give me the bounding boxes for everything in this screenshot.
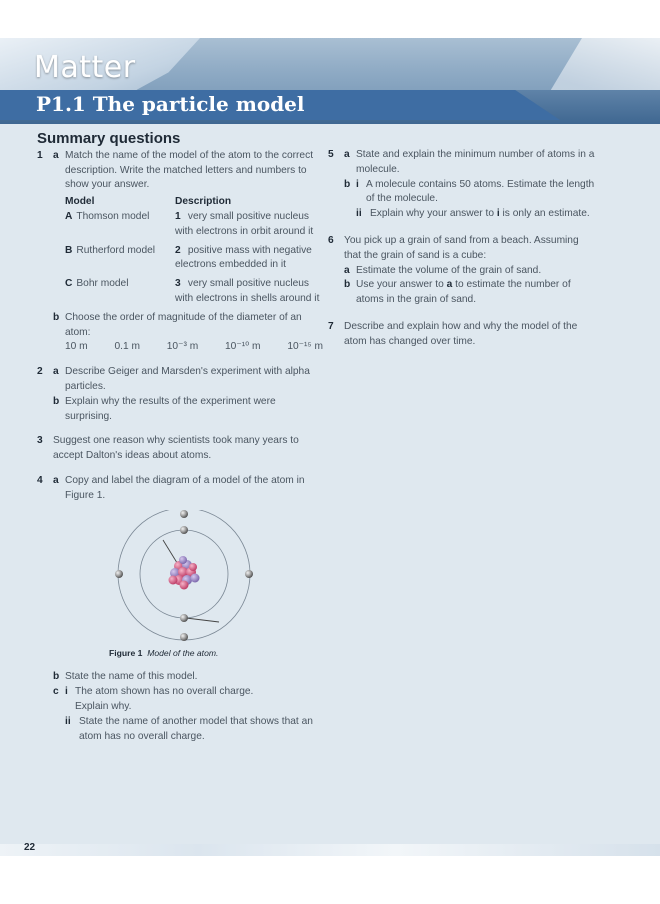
question-number: 7 (328, 320, 334, 332)
choice: 0.1 m (114, 341, 140, 353)
magnitude-choices (65, 340, 323, 355)
question-number: 3 (37, 435, 43, 447)
figure-label: Figure 1 (109, 647, 143, 658)
model-name: Rutherford model (76, 244, 156, 256)
question-text: Use your answer to a to estimate the number of atoms in the grain of sand. (356, 279, 571, 306)
choice: 10⁻¹⁵ m (287, 341, 323, 353)
question-text: Suggest one reason why scientists took many years to accept Dalton's ideas about atoms. (53, 435, 299, 462)
electron (180, 510, 188, 518)
electron (180, 614, 188, 622)
question-number: 6 (328, 234, 334, 246)
electron (245, 570, 253, 578)
part-letter: b (344, 279, 351, 291)
question-number: 5 (328, 149, 334, 160)
question-7 (328, 320, 598, 350)
table-row (65, 244, 323, 274)
part-roman: ii (356, 208, 362, 220)
model-match-table (65, 195, 323, 307)
description-text: very small positive nucleus with electrons in orbit around it (175, 210, 314, 237)
question-text: Choose the order of magnitude of the diameter of an atom: (65, 311, 302, 338)
part-letter: b (53, 671, 60, 683)
question-3 (37, 434, 317, 464)
nucleus (169, 556, 200, 590)
description-number: 3 (175, 278, 181, 290)
question-text: Estimate the volume of the grain of sand. (356, 264, 542, 276)
chapter-title: Matter (34, 50, 136, 85)
part-letter: b (53, 311, 60, 323)
column-header-model: Model (65, 196, 95, 208)
figure-caption-text: Model of the atom. (147, 647, 219, 658)
question-number: 2 (37, 366, 43, 378)
question-text: Match the name of the model of the atom to the correct description. Write the matched letters and numbers to show your answer. (65, 149, 314, 191)
part-roman: i (356, 178, 359, 190)
part-roman: ii (65, 715, 71, 727)
question-text: The atom shown has no overall charge. (75, 686, 254, 698)
question-text: State the name of another model that shows that an atom has no overall charge. (79, 715, 313, 742)
part-letter: a (53, 366, 59, 378)
part-letter: a (344, 149, 350, 160)
header-banner (0, 38, 660, 124)
part-letter: b (53, 395, 60, 407)
electron (180, 633, 188, 641)
part-roman: i (65, 686, 68, 698)
choice: 10⁻³ m (166, 341, 199, 353)
model-letter: B (65, 244, 73, 256)
summary-heading: Summary questions (37, 130, 181, 147)
choice: 10 m (65, 341, 88, 353)
table-row (65, 210, 323, 240)
question-text: Explain why your answer to i is only an estimate. (370, 208, 590, 220)
question-4-continued (53, 670, 317, 744)
description-number: 2 (175, 244, 181, 256)
part-letter: a (53, 474, 59, 486)
question-text: Describe Geiger and Marsden's experiment with alpha particles. (65, 366, 310, 392)
question-text: Describe and explain how and why the model of the atom has changed over time. (344, 320, 578, 347)
question-text: Explain why the results of the experiment were surprising. (65, 395, 276, 422)
page-number: 22 (24, 842, 36, 853)
model-letter: C (65, 278, 73, 290)
choice: 10⁻¹⁰ m (225, 341, 261, 353)
question-1 (37, 149, 323, 355)
section-title: P1.1 The particle model (36, 92, 305, 116)
right-column (328, 148, 598, 360)
atom-diagram (109, 510, 259, 642)
question-number: 1 (37, 149, 43, 161)
part-letter: b (344, 178, 351, 190)
question-text: State and explain the minimum number of atoms in a molecule. (356, 149, 595, 175)
electron (115, 570, 123, 578)
part-letter: c (53, 686, 59, 698)
atom-figure (109, 510, 259, 642)
question-text: Copy and label the diagram of a model of the atom in Figure 1. (65, 474, 305, 501)
figure-caption (109, 646, 317, 661)
question-6 (328, 234, 598, 308)
left-column (37, 130, 323, 744)
question-text: You pick up a grain of sand from a beach. Assuming that the grain of sand is a cube: (344, 234, 579, 261)
footer-strip (0, 844, 660, 856)
model-letter: A (65, 210, 73, 222)
description-number: 1 (175, 210, 181, 222)
question-number: 4 (37, 474, 43, 486)
question-5 (328, 148, 598, 222)
description-text: very small positive nucleus with electrons in shells around it (175, 278, 320, 304)
model-name: Thomson model (76, 210, 150, 222)
textbook-page (0, 38, 660, 856)
question-text: State the name of this model. (65, 671, 198, 683)
part-letter: a (344, 264, 350, 276)
question-4 (37, 474, 317, 504)
label-line (186, 618, 219, 622)
part-letter: a (53, 149, 59, 161)
model-name: Bohr model (76, 278, 129, 290)
question-2 (37, 365, 317, 424)
table-row (65, 277, 323, 307)
electron (180, 526, 188, 534)
description-text: positive mass with negative electrons embedded in it (175, 244, 312, 271)
column-header-description: Description (175, 196, 232, 208)
question-text: A molecule contains 50 atoms. Estimate the length of the molecule. (366, 178, 595, 205)
question-text: Explain why. (75, 700, 132, 712)
